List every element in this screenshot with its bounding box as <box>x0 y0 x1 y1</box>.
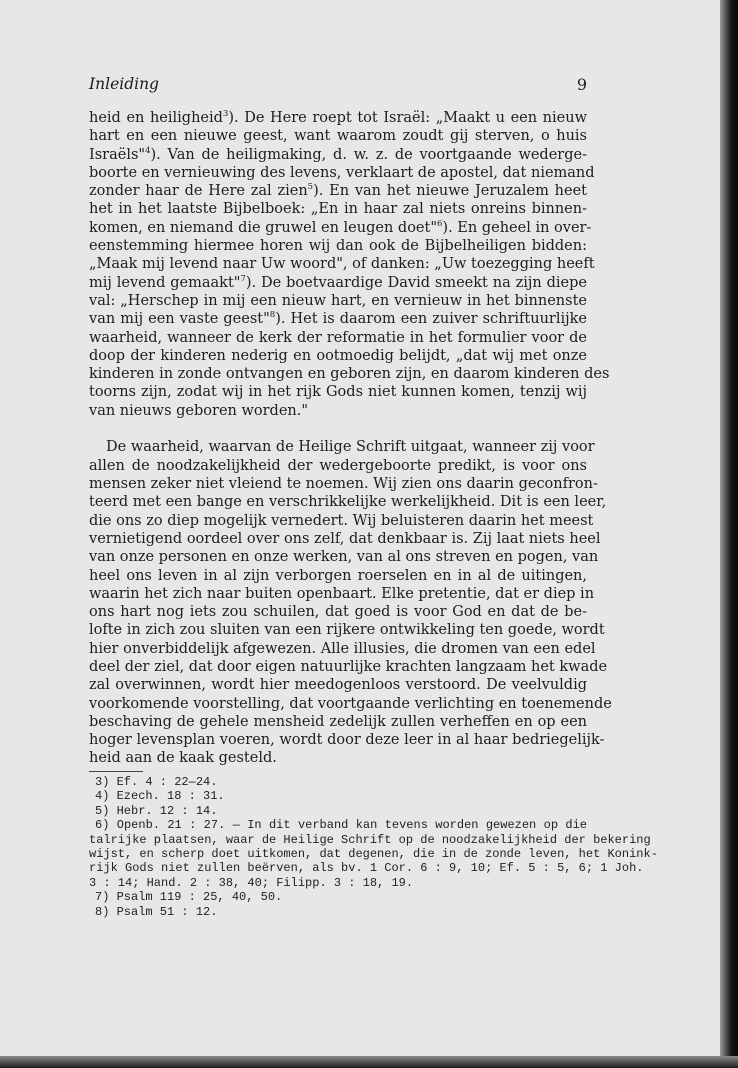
text-line: hier onverbiddelijk afgewezen. Alle illusies, die dromen van een edel <box>89 640 596 657</box>
footnote: 6) Openb. 21 : 27. — In dit verband kan tevens worden gewezen op die <box>95 818 587 833</box>
text-line: allen de noodzakelijkheid der wedergeboorte predikt, is voor ons <box>89 457 587 474</box>
text-line: van mij een vaste geest"$^8$). Het is daarom een zuiver schriftuurlijke <box>89 310 588 328</box>
text-line: eenstemming hiermee horen wij dan ook de Bijbelheiligen bidden: <box>89 238 587 255</box>
text-line: voorkomende voorstelling, dat voortgaande verlichting en toenemende <box>89 695 612 712</box>
chapter-title: Inleiding <box>89 75 159 93</box>
text-line: lofte in zich zou sluiten van een rijkere ontwikkeling ten goede, wordt <box>89 622 605 639</box>
text-line: De waarheid, waarvan de Heilige Schrift uitgaat, wanneer zij voor <box>106 439 595 456</box>
footnote-ref[interactable]: 6 <box>437 218 443 229</box>
footnote-continuation: rijk Gods niet zullen beërven, als bv. 1 Cor. 6 : 9, 10; Ef. 5 : 5, 6; 1 Joh. <box>89 861 644 876</box>
text-line: waarin het zich naar buiten openbaart. Elke pretentie, dat er diep in <box>89 585 595 602</box>
text-line: waarheid, wanneer de kerk der reformatie in het formulier voor de <box>89 329 587 346</box>
footnote: 4) Ezech. 18 : 31. <box>95 789 225 804</box>
footnote: 7) Psalm 119 : 25, 40, 50. <box>95 890 283 905</box>
text-line: ons hart nog iets zou schuilen, dat goed is voor God en dat de be- <box>89 604 587 621</box>
footnote-ref[interactable]: 4 <box>145 145 151 156</box>
text-line: teerd met een bange en verschrikkelijke werkelijkheid. Dit is een leer, <box>89 494 607 511</box>
footnote: 8) Psalm 51 : 12. <box>95 904 218 919</box>
footnote: 5) Hebr. 12 : 14. <box>95 803 218 818</box>
text-line: heel ons leven in al zijn verborgen roerselen en in al de uitingen, <box>89 567 587 584</box>
text-line: van nieuws geboren worden." <box>89 402 309 419</box>
text-line: hart en een nieuwe geest, want waarom zoudt gij sterven, o huis <box>89 128 587 145</box>
running-head <box>89 75 587 99</box>
text-line: doop der kinderen nederig en ootmoedig belijdt, „dat wij met onze <box>89 347 587 364</box>
text-line: boorte en vernieuwing des levens, verklaart de apostel, dat niemand <box>89 164 595 181</box>
footnotes <box>89 775 658 919</box>
footnote-ref[interactable]: 8 <box>269 310 276 321</box>
text-line: mij levend gemaakt"$^7$). De boetvaardige David smeekt na zijn diepe <box>89 273 587 291</box>
footnote-divider <box>89 771 143 772</box>
text-line: mensen zeker niet vleiend te noemen. Wij zien ons daarin geconfron- <box>89 476 598 493</box>
text-line: „Maak mij levend naar Uw woord", of danken: „Uw toezegging heeft <box>89 256 595 273</box>
text-line: van onze personen en onze werken, van al ons streven en pogen, van <box>89 549 599 566</box>
paragraph-gap <box>89 420 587 438</box>
text-line: hoger levensplan voeren, wordt door deze leer in al haar bedriegelijk- <box>89 732 605 749</box>
footnote-continuation: 3 : 14; Hand. 2 : 38, 40; Filipp. 3 : 18, 19. <box>89 875 414 890</box>
footnote-ref[interactable]: 3 <box>222 109 229 119</box>
text-line: beschaving de gehele mensheid zedelijk zullen verheffen en op een <box>89 713 587 730</box>
text-line: zal overwinnen, wordt hier meedogenloos verstoord. De veelvuldig <box>89 677 587 694</box>
footnote-continuation: wijst, en scherp doet uitkomen, dat degenen, die in de zonde leven, het Konink- <box>89 846 658 861</box>
text-line: heid aan de kaak gesteld. <box>89 750 277 767</box>
text-line: toorns zijn, zodat wij in het rijk Gods niet kunnen komen, tenzij wij <box>89 384 587 401</box>
footnote-continuation: talrijke plaatsen, waar de Heilige Schrift op de noodzakelijkheid der bekering <box>89 832 651 847</box>
footnote-ref[interactable]: 5 <box>307 182 314 193</box>
text-line: Israëls"$^4$). Van de heiligmaking, d. w. z. de voortgaande wederge- <box>89 145 587 163</box>
text-line: vernietigend oordeel over ons zelf, dat denkbaar is. Zij laat niets heel <box>89 530 601 547</box>
text-line: komen, en niemand die gruwel en leugen doet"$^6$). En geheel in over- <box>89 218 592 236</box>
text-line: deel der ziel, dat door eigen natuurlijke krachten langzaam het kwade <box>89 659 608 675</box>
text-line: die ons zo diep mogelijk vernedert. Wij beluisteren daarin het meest <box>89 512 594 529</box>
page-edge-shadow <box>720 0 738 1068</box>
text-line: kinderen in zonde ontvangen en geboren zijn, en daarom kinderen des <box>89 366 610 383</box>
body-text <box>89 109 612 768</box>
page-bottom-shadow <box>0 1056 738 1068</box>
text-line: heid en heiligheid$^3$). De Here roept tot Israël: „Maakt u een nieuw <box>89 109 587 126</box>
text-line: zonder haar de Here zal zien$^5$). En van het nieuwe Jeruzalem heet <box>89 182 587 200</box>
footnote-ref[interactable]: 7 <box>240 273 246 284</box>
footnote: 3) Ef. 4 : 22—24. <box>95 775 218 789</box>
text-line: het in het laatste Bijbelboek: „En in haar zal niets onreins binnen- <box>89 201 587 218</box>
page-number: 9 <box>576 75 587 94</box>
text-line: val: „Herschep in mij een nieuw hart, en vernieuw in het binnenste <box>89 292 587 309</box>
